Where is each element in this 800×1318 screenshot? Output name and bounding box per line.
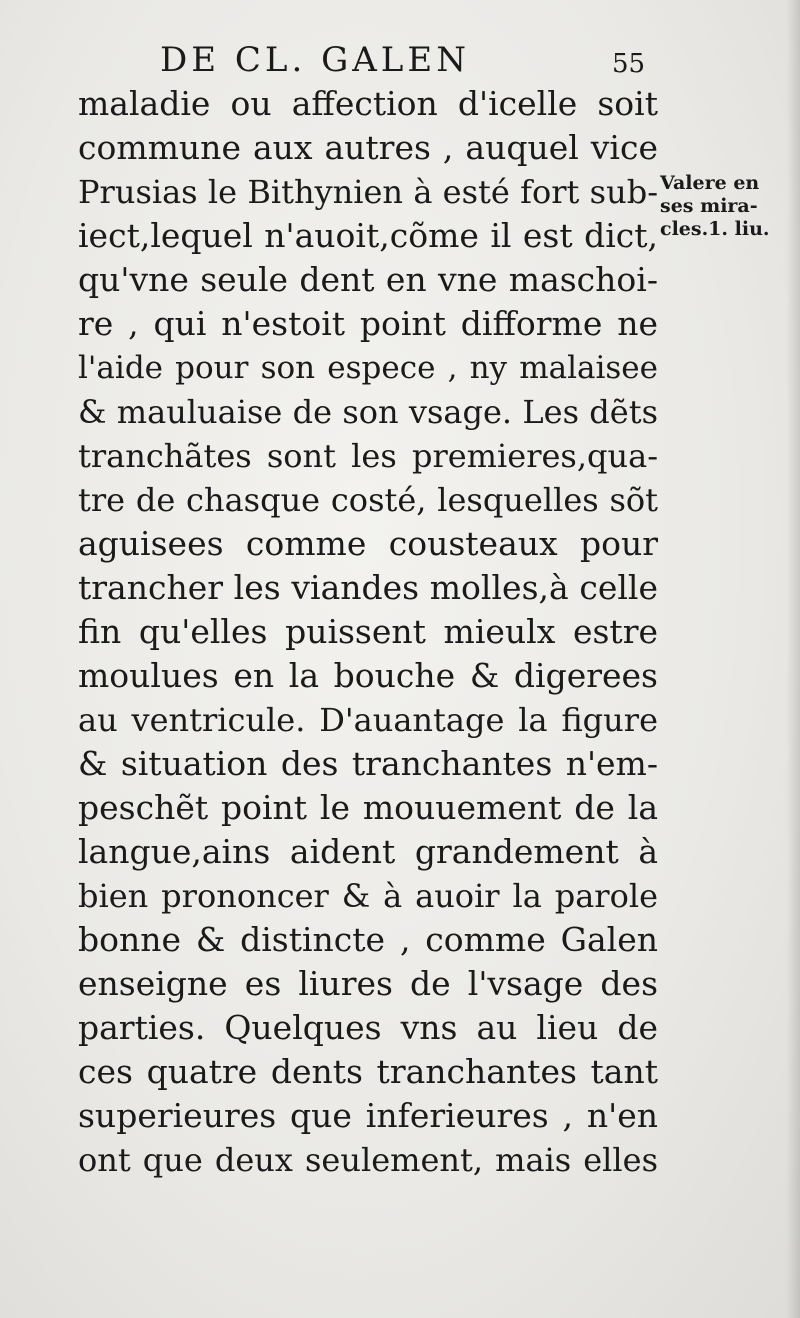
text-line: & mauluaise de son vsage. Les dẽts xyxy=(78,393,658,431)
text-line: Prusias le Bithynien à esté fort sub- xyxy=(78,173,658,211)
text-line: fin qu'elles puissent mieulx estre xyxy=(78,612,658,651)
text-line: superieures que inferieures , n'en xyxy=(78,1096,658,1135)
text-line: parties. Quelques vns au lieu de xyxy=(78,1008,658,1047)
margin-note-line: Valere en xyxy=(660,172,760,194)
text-line: langue,ains aident grandement à xyxy=(78,832,658,871)
body-text xyxy=(78,82,658,1182)
text-line: ces quatre dents tranchantes tant xyxy=(78,1052,658,1091)
margin-note-line: cles.1. liu. xyxy=(660,218,770,240)
text-line: trancher les viandes molles,à celle xyxy=(78,568,658,607)
text-line: bonne & distincte , comme Galen xyxy=(78,920,658,959)
margin-note-line: ses mira- xyxy=(660,195,758,217)
text-line: tranchãtes sont les premieres,qua- xyxy=(78,437,658,475)
text-line: au ventricule. D'auantage la figure xyxy=(78,701,658,739)
text-line: tre de chasque costé, lesquelles sõt xyxy=(78,481,658,519)
text-line: enseigne es liures de l'vsage des xyxy=(78,964,658,1003)
text-line: l'aide pour son espece , ny malaisee xyxy=(78,350,658,386)
running-title: DE CL. GALEN xyxy=(160,40,470,80)
text-line: commune aux autres , auquel vice xyxy=(78,128,658,167)
text-line: bien prononcer & à auoir la parole xyxy=(78,877,658,915)
text-line: ont que deux seulement, mais elles xyxy=(78,1141,658,1179)
margin-note xyxy=(660,172,790,241)
text-line: aguisees comme cousteaux pour xyxy=(78,524,658,563)
text-line: & situation des tranchantes n'em- xyxy=(78,744,658,783)
text-line: re , qui n'estoit point difforme ne xyxy=(78,304,658,343)
text-line: qu'vne seule dent en vne maschoi- xyxy=(78,260,658,299)
text-line: peschẽt point le mouuement de la xyxy=(78,788,658,827)
page-number: 55 xyxy=(612,49,646,79)
text-line: moulues en la bouche & digerees xyxy=(78,656,658,695)
text-line: maladie ou affection d'icelle soit xyxy=(78,84,658,123)
text-line: iect,lequel n'auoit,cõme il est dict, xyxy=(78,216,658,255)
